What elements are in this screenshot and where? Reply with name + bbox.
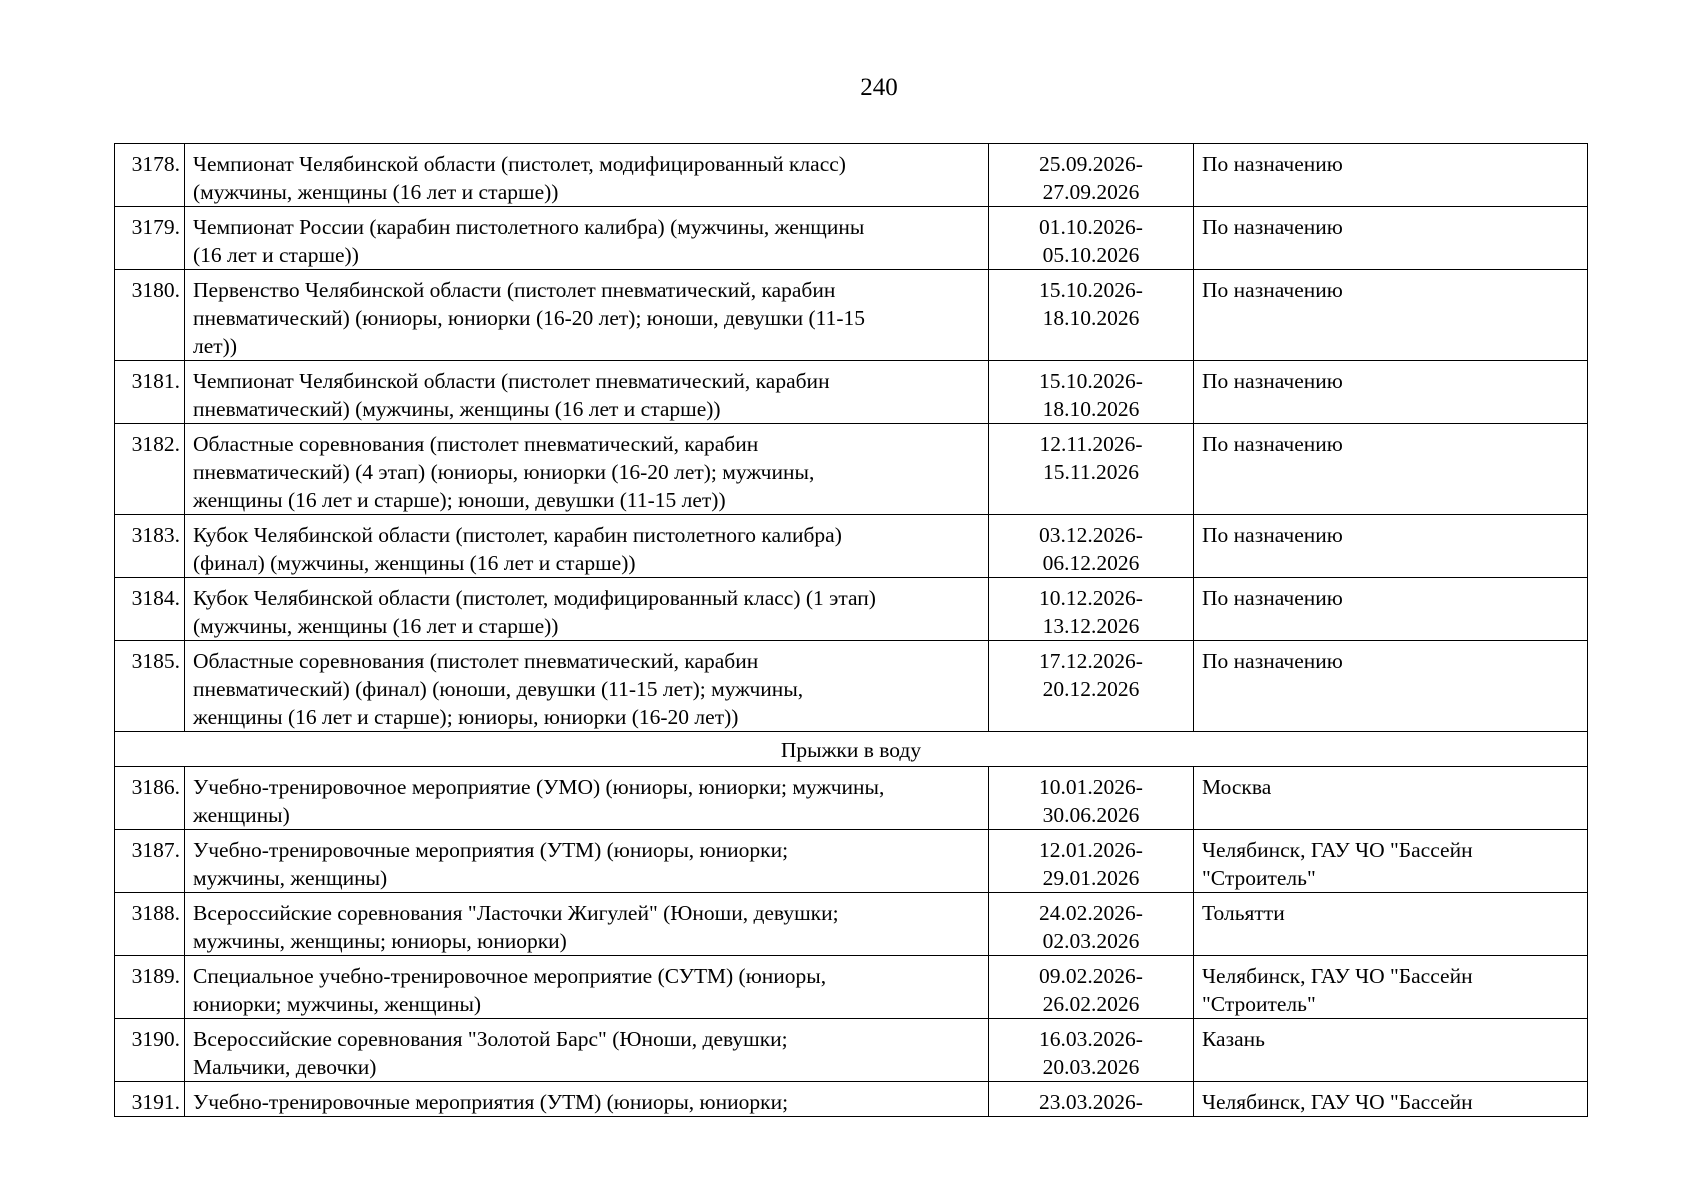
event-dates-cell [989,1019,1194,1082]
event-date-line: 10.01.2026- [1039,775,1143,799]
event-dates-cell [989,956,1194,1019]
event-name-cell [185,424,989,515]
event-name-line: пневматический) (4 этап) (юниоры, юниорки (16-20 лет); мужчины, [193,460,815,484]
event-date-line: 16.03.2026- [1039,1027,1143,1051]
event-date-line: 09.02.2026- [1039,964,1143,988]
event-name-cell [185,956,989,1019]
event-date-line: 05.10.2026 [1042,243,1140,267]
event-place-line: По назначению [1202,432,1343,456]
event-place-cell [1194,1019,1588,1082]
event-place-cell [1194,515,1588,578]
event-date-line: 27.09.2026 [1042,180,1140,204]
event-place-line: Челябинск, ГАУ ЧО "Бассейн [1202,838,1473,862]
event-number: 3187. [115,830,185,893]
event-place-cell [1194,767,1588,830]
event-name-line: Первенство Челябинской области (пистолет пневматический, карабин [193,278,836,302]
table-row [115,767,1588,830]
event-date-line: 30.06.2026 [1042,803,1140,827]
section-title: Прыжки в воду [115,732,1588,767]
event-place-line: Челябинск, ГАУ ЧО "Бассейн [1202,964,1473,988]
event-place-line: Москва [1202,775,1272,799]
table-row [115,144,1588,207]
event-place-cell [1194,641,1588,732]
event-place-line: Казань [1202,1027,1265,1051]
event-name-cell [185,207,989,270]
table-row [115,270,1588,361]
event-place-cell [1194,424,1588,515]
events-table-body [115,144,1588,1117]
event-date-line: 20.03.2026 [1042,1055,1140,1079]
event-name-line: (16 лет и старше)) [193,243,359,267]
event-name-line: Учебно-тренировочные мероприятия (УТМ) (юниоры, юниорки; [193,838,789,862]
event-name-line: (финал) (мужчины, женщины (16 лет и старше)) [193,551,636,575]
table-row [115,515,1588,578]
event-dates-cell [989,515,1194,578]
table-row [115,956,1588,1019]
event-number: 3180. [115,270,185,361]
event-name-line: пневматический) (мужчины, женщины (16 лет и старше)) [193,397,721,421]
event-name-line: женщины) [193,803,290,827]
event-number: 3178. [115,144,185,207]
event-name-line: Всероссийские соревнования "Золотой Барс" (Юноши, девушки; [193,1027,788,1051]
event-dates-cell [989,207,1194,270]
event-place-line: По назначению [1202,215,1343,239]
event-name-line: Кубок Челябинской области (пистолет, карабин пистолетного калибра) [193,523,842,547]
event-name-line: Кубок Челябинской области (пистолет, модифицированный класс) (1 этап) [193,586,876,610]
event-name-line: пневматический) (юниоры, юниорки (16-20 лет); юноши, девушки (11-15 [193,306,865,330]
event-place-line: По назначению [1202,152,1343,176]
event-name-cell [185,641,989,732]
event-dates-cell [989,578,1194,641]
table-row [115,207,1588,270]
event-dates-cell [989,1082,1194,1117]
event-name-cell [185,1019,989,1082]
page-number: 240 [860,74,898,101]
event-name-line: мужчины, женщины) [193,866,388,890]
event-place-line: "Строитель" [1202,866,1316,890]
event-name-line: Мальчики, девочки) [193,1055,377,1079]
event-place-line: По назначению [1202,586,1343,610]
event-date-line: 18.10.2026 [1042,306,1140,330]
event-place-cell [1194,207,1588,270]
table-row [115,361,1588,424]
event-number: 3181. [115,361,185,424]
event-date-line: 20.12.2026 [1042,677,1140,701]
event-place-cell [1194,830,1588,893]
event-name-line: мужчины, женщины; юниоры, юниорки) [193,929,567,953]
event-date-line: 12.01.2026- [1039,838,1143,862]
event-dates-cell [989,424,1194,515]
event-place-cell [1194,956,1588,1019]
event-name-line: Чемпионат Челябинской области (пистолет пневматический, карабин [193,369,830,393]
event-name-line: Всероссийские соревнования "Ласточки Жигулей" (Юноши, девушки; [193,901,839,925]
event-dates-cell [989,893,1194,956]
event-date-line: 02.03.2026 [1042,929,1140,953]
event-date-line: 13.12.2026 [1042,614,1140,638]
event-dates-cell [989,641,1194,732]
event-place-cell [1194,144,1588,207]
event-name-cell [185,270,989,361]
event-name-cell [185,893,989,956]
table-row [115,830,1588,893]
event-name-line: (мужчины, женщины (16 лет и старше)) [193,614,559,638]
table-row [115,1019,1588,1082]
event-dates-cell [989,270,1194,361]
event-name-line: Чемпионат Челябинской области (пистолет, модифицированный класс) [193,152,846,176]
event-date-line: 26.02.2026 [1042,992,1140,1016]
event-date-line: 12.11.2026- [1039,432,1143,456]
event-name-cell [185,830,989,893]
event-date-line: 03.12.2026- [1039,523,1143,547]
table-row [115,578,1588,641]
event-number: 3188. [115,893,185,956]
event-name-cell [185,767,989,830]
event-date-line: 23.03.2026- [1039,1090,1143,1114]
event-dates-cell [989,767,1194,830]
event-date-line: 24.02.2026- [1039,901,1143,925]
event-number: 3191. [115,1082,185,1117]
event-date-line: 01.10.2026- [1039,215,1143,239]
event-name-line: женщины (16 лет и старше); юноши, девушки (11-15 лет)) [193,488,726,512]
event-name-cell [185,144,989,207]
event-place-line: По назначению [1202,649,1343,673]
event-name-line: Учебно-тренировочное мероприятие (УМО) (юниоры, юниорки; мужчины, [193,775,885,799]
event-number: 3184. [115,578,185,641]
event-name-line: Чемпионат России (карабин пистолетного калибра) (мужчины, женщины [193,215,865,239]
event-number: 3183. [115,515,185,578]
event-place-line: По назначению [1202,523,1343,547]
event-place-line: Тольятти [1202,901,1285,925]
event-place-cell [1194,578,1588,641]
table-row [115,641,1588,732]
event-date-line: 15.11.2026 [1043,460,1139,484]
event-date-line: 10.12.2026- [1039,586,1143,610]
section-header-row [115,732,1588,767]
event-number: 3182. [115,424,185,515]
event-date-line: 18.10.2026 [1042,397,1140,421]
event-place-line: "Строитель" [1202,992,1316,1016]
event-date-line: 17.12.2026- [1039,649,1143,673]
event-dates-cell [989,144,1194,207]
table-row [115,893,1588,956]
table-row [115,424,1588,515]
event-date-line: 06.12.2026 [1042,551,1140,575]
event-dates-cell [989,830,1194,893]
event-name-line: Учебно-тренировочные мероприятия (УТМ) (юниоры, юниорки; [193,1090,789,1114]
event-name-cell [185,1082,989,1117]
table-row [115,1082,1588,1117]
event-place-cell [1194,893,1588,956]
event-number: 3189. [115,956,185,1019]
event-date-line: 25.09.2026- [1039,152,1143,176]
event-name-line: Специальное учебно-тренировочное мероприятие (СУТМ) (юниоры, [193,964,827,988]
events-table [114,143,1588,1117]
event-number: 3185. [115,641,185,732]
event-date-line: 15.10.2026- [1039,278,1143,302]
event-place-cell [1194,1082,1588,1117]
event-date-line: 29.01.2026 [1042,866,1140,890]
event-number: 3186. [115,767,185,830]
event-place-cell [1194,270,1588,361]
event-name-line: Областные соревнования (пистолет пневматический, карабин [193,432,759,456]
event-name-line: женщины (16 лет и старше); юниоры, юниорки (16-20 лет)) [193,705,739,729]
event-place-line: По назначению [1202,369,1343,393]
event-place-line: По назначению [1202,278,1343,302]
event-place-line: Челябинск, ГАУ ЧО "Бассейн [1202,1090,1473,1114]
event-name-cell [185,578,989,641]
event-place-cell [1194,361,1588,424]
event-number: 3190. [115,1019,185,1082]
event-number: 3179. [115,207,185,270]
event-name-line: пневматический) (финал) (юноши, девушки (11-15 лет); мужчины, [193,677,804,701]
event-dates-cell [989,361,1194,424]
event-name-cell [185,361,989,424]
event-date-line: 15.10.2026- [1039,369,1143,393]
event-name-line: Областные соревнования (пистолет пневматический, карабин [193,649,759,673]
event-name-line: лет)) [193,334,237,358]
event-name-line: (мужчины, женщины (16 лет и старше)) [193,180,559,204]
event-name-line: юниорки; мужчины, женщины) [193,992,482,1016]
event-name-cell [185,515,989,578]
